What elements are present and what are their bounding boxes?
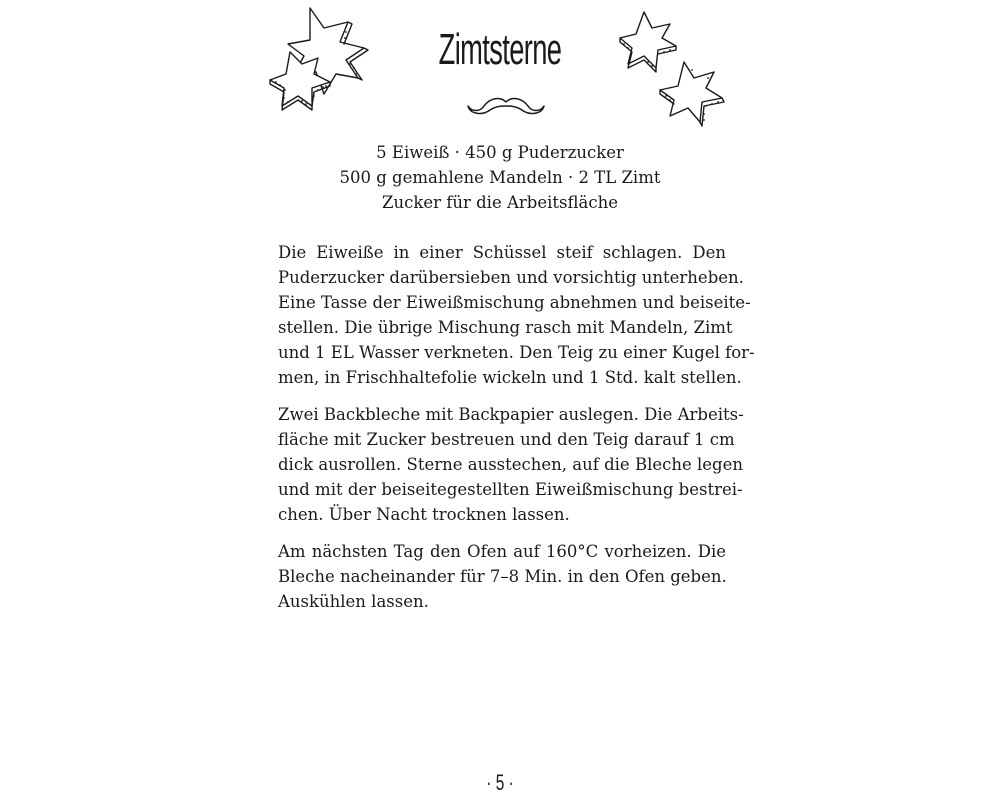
ingredient-line: 5 Eiweiß · 450 g Puderzucker — [376, 143, 624, 162]
text-line: fläche mit Zucker bestreuen und den Teig darauf 1 cm — [278, 430, 735, 449]
star-cookies-right-icon — [618, 6, 736, 128]
text-line: Auskühlen lassen. — [278, 592, 429, 611]
text-line: chen. Über Nacht trocknen lassen. — [278, 505, 570, 524]
mustache-divider-icon — [466, 94, 546, 118]
page-number: · 5 · — [486, 770, 514, 795]
ingredients-list — [300, 140, 700, 215]
text-line: dick ausrollen. Sterne ausstechen, auf die Bleche legen — [278, 455, 743, 474]
instructions — [278, 240, 755, 626]
instruction-paragraph — [278, 240, 755, 390]
ingredient-line: Zucker für die Arbeitsfläche — [382, 193, 618, 212]
text-line: Am nächsten Tag den Ofen auf 160°C vorheizen. Die — [278, 542, 726, 561]
instruction-paragraph — [278, 402, 744, 527]
text-line: stellen. Die übrige Mischung rasch mit Mandeln, Zimt — [278, 318, 733, 337]
text-line: Die Eiweiße in einer Schüssel steif schlagen. Den — [278, 243, 726, 262]
text-line: Bleche nacheinander für 7–8 Min. in den Ofen geben. — [278, 567, 727, 586]
text-line: Eine Tasse der Eiweißmischung abnehmen und beiseite- — [278, 293, 751, 312]
text-line: Zwei Backbleche mit Backpapier auslegen. Die Arbeits- — [278, 405, 744, 424]
ingredient-line: 500 g gemahlene Mandeln · 2 TL Zimt — [339, 168, 661, 187]
text-line: und 1 EL Wasser verkneten. Den Teig zu einer Kugel for- — [278, 343, 755, 362]
text-line: und mit der beiseitegestellten Eiweißmischung bestrei- — [278, 480, 743, 499]
recipe-title: Zimtsterne — [438, 25, 562, 74]
instruction-paragraph — [278, 539, 726, 614]
text-line: Puderzucker darübersieben und vorsichtig unterheben. — [278, 268, 744, 287]
star-cookies-left-icon — [266, 2, 384, 124]
text-line: men, in Frischhaltefolie wickeln und 1 Std. kalt stellen. — [278, 368, 742, 387]
